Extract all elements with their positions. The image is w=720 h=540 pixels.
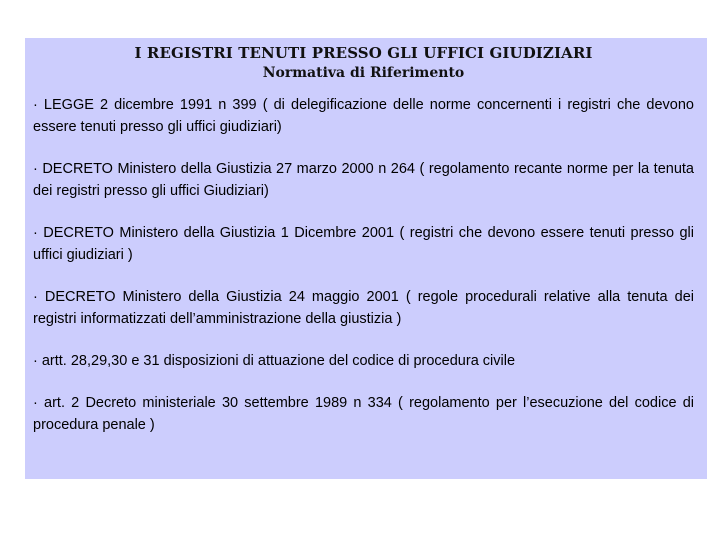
list-item: · DECRETO Ministero della Giustizia 1 Dicembre 2001 ( registri che devono essere tenuti presso gli uffici giudiziari ) xyxy=(33,225,694,263)
list-item: · DECRETO Ministero della Giustizia 24 maggio 2001 ( regole procedurali relative alla tenuta dei registri informatizzati dell’amministrazione della giustizia ) xyxy=(33,289,694,327)
content-panel xyxy=(25,38,707,479)
regulation-list xyxy=(33,94,694,436)
header xyxy=(33,38,694,83)
list-item: · art. 2 Decreto ministeriale 30 settembre 1989 n 334 ( regolamento per l’esecuzione del codice di procedura penale ) xyxy=(33,395,694,433)
page-title: I REGISTRI TENUTI PRESSO GLI UFFICI GIUDIZIARI xyxy=(134,44,593,62)
list-item: · LEGGE 2 dicembre 1991 n 399 ( di delegificazione delle norme concernenti i registri che devono essere tenuti presso gli uffici giudiziari) xyxy=(33,97,694,135)
page-subtitle: Normativa di Riferimento xyxy=(262,65,465,81)
list-item: · DECRETO Ministero della Giustizia 27 marzo 2000 n 264 ( regolamento recante norme per la tenuta dei registri presso gli uffici Giudiziari) xyxy=(33,161,694,199)
list-item: · artt. 28,29,30 e 31 disposizioni di attuazione del codice di procedura civile xyxy=(33,353,516,369)
